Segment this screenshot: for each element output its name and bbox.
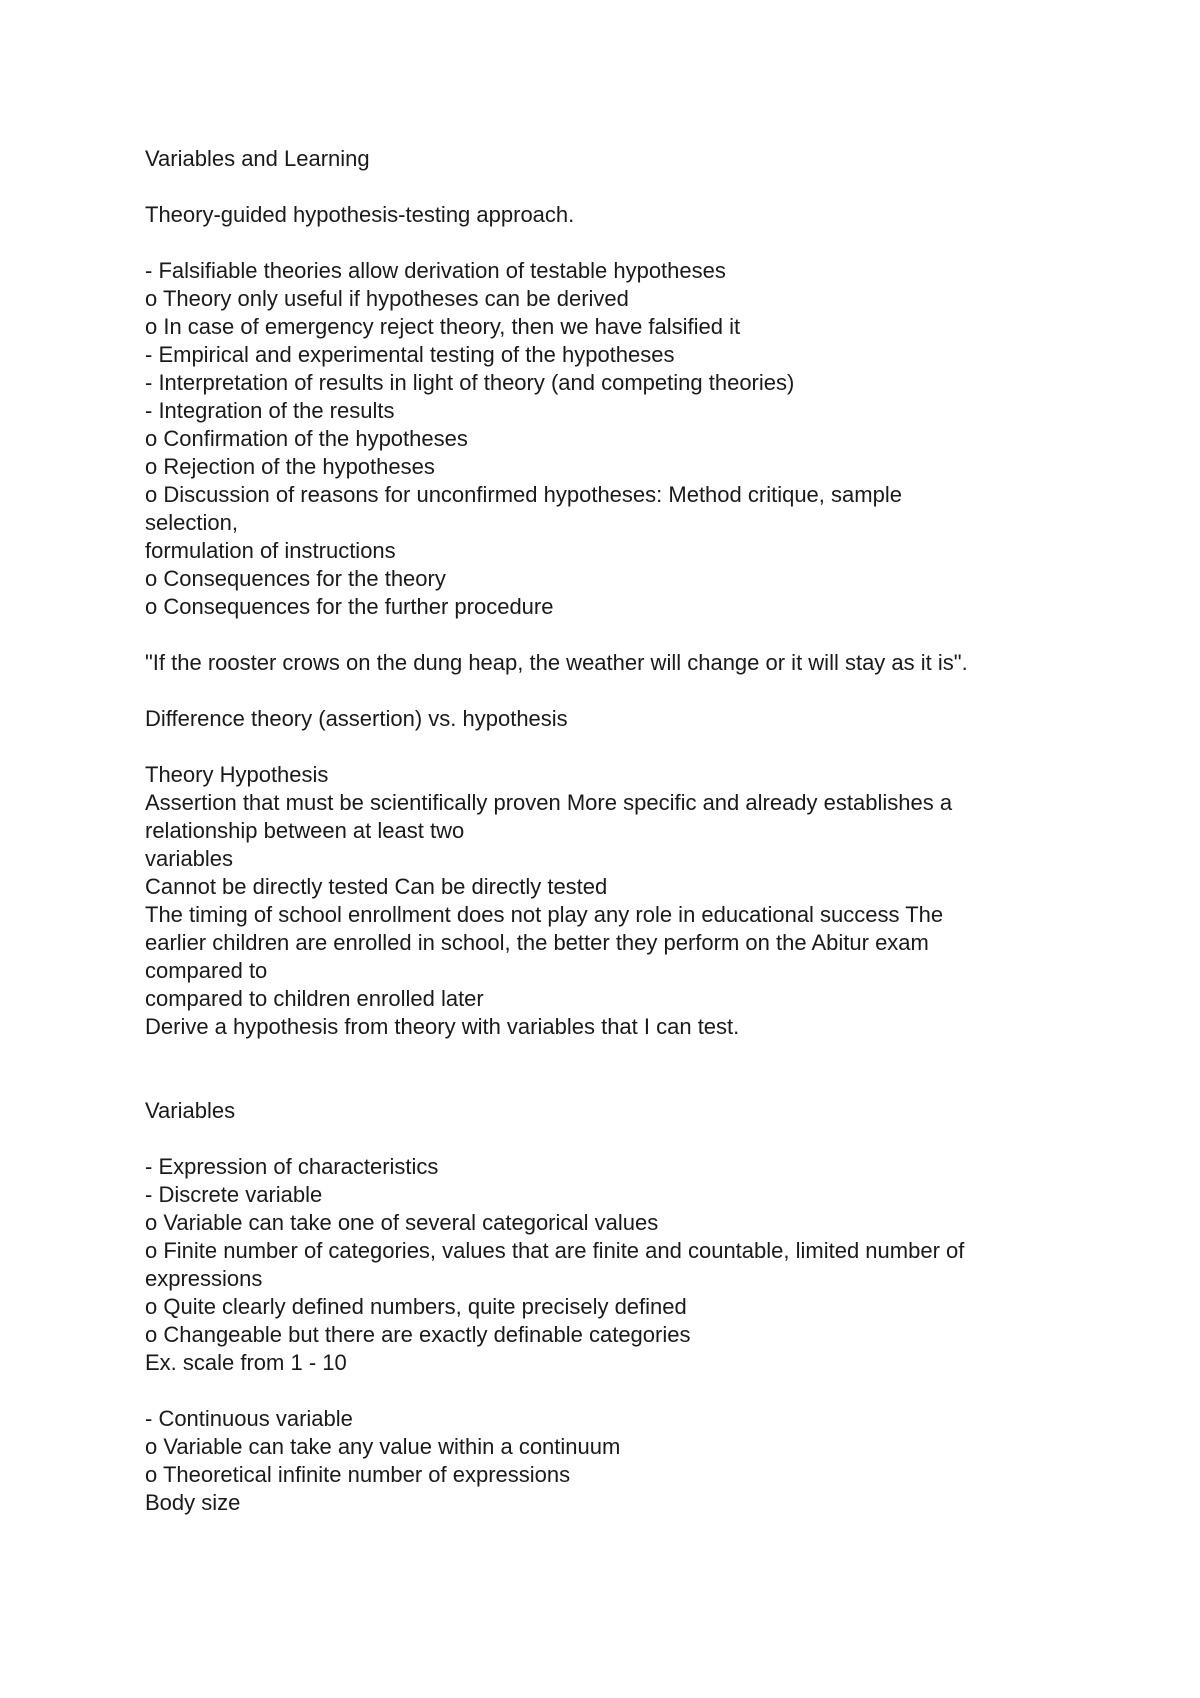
text-line: o Discussion of reasons for unconfirmed hypotheses: Method critique, sample [145,482,902,507]
text-line: Ex. scale from 1 - 10 [145,1350,347,1375]
text-line: - Discrete variable [145,1182,323,1207]
text-line: selection, [145,510,238,535]
text-line: o Variable can take one of several categorical values [145,1210,659,1235]
blank-line [145,229,1075,257]
text-line: - Expression of characteristics [145,1154,439,1179]
spacer [145,1041,1075,1097]
text-line: o Quite clearly defined numbers, quite precisely defined [145,1294,687,1319]
blank-line [145,733,1075,761]
section-theory [145,201,1075,1041]
text-line: - Continuous variable [145,1406,353,1431]
text-line: Derive a hypothesis from theory with variables that I can test. [145,1014,740,1039]
text-line: o Confirmation of the hypotheses [145,426,468,451]
text-line: Variables [145,1098,236,1123]
text-line: expressions [145,1266,263,1291]
text-line: - Falsifiable theories allow derivation of testable hypotheses [145,258,726,283]
text-line: - Integration of the results [145,398,395,423]
text-line: o Changeable but there are exactly definable categories [145,1322,691,1347]
text-line: o Rejection of the hypotheses [145,454,435,479]
text-line: Assertion that must be scientifically proven More specific and already establishes a [145,790,953,815]
blank-line [145,677,1075,705]
text-line: o Consequences for the further procedure [145,594,554,619]
text-line: - Empirical and experimental testing of the hypotheses [145,342,675,367]
text-line: earlier children are enrolled in school, the better they perform on the Abitur exam [145,930,929,955]
blank-line [145,621,1075,649]
text-line: relationship between at least two [145,818,465,843]
text-line: o Variable can take any value within a continuum [145,1434,621,1459]
document-page [145,145,1075,1517]
text-line: "If the rooster crows on the dung heap, the weather will change or it will stay as it is". [145,650,968,675]
text-line: variables [145,846,234,871]
text-line: Theory Hypothesis [145,762,329,787]
text-line: The timing of school enrollment does not play any role in educational success The [145,902,944,927]
section-variables [145,1097,1075,1517]
text-line: compared to [145,958,268,983]
text-line: o Theoretical infinite number of expressions [145,1462,571,1487]
spacer [145,173,1075,201]
document-title: Variables and Learning [145,146,370,171]
text-line: o In case of emergency reject theory, then we have falsified it [145,314,741,339]
text-line: o Theory only useful if hypotheses can be derived [145,286,629,311]
text-line: Theory-guided hypothesis-testing approach. [145,202,575,227]
text-line: compared to children enrolled later [145,986,484,1011]
text-line: o Consequences for the theory [145,566,446,591]
blank-line [145,1125,1075,1153]
text-line: o Finite number of categories, values that are finite and countable, limited number of [145,1238,965,1263]
text-line: Cannot be directly tested Can be directly tested [145,874,608,899]
text-line: Body size [145,1490,241,1515]
text-line: Difference theory (assertion) vs. hypothesis [145,706,568,731]
text-line: formulation of instructions [145,538,396,563]
blank-line [145,1377,1075,1405]
text-line: - Interpretation of results in light of theory (and competing theories) [145,370,795,395]
